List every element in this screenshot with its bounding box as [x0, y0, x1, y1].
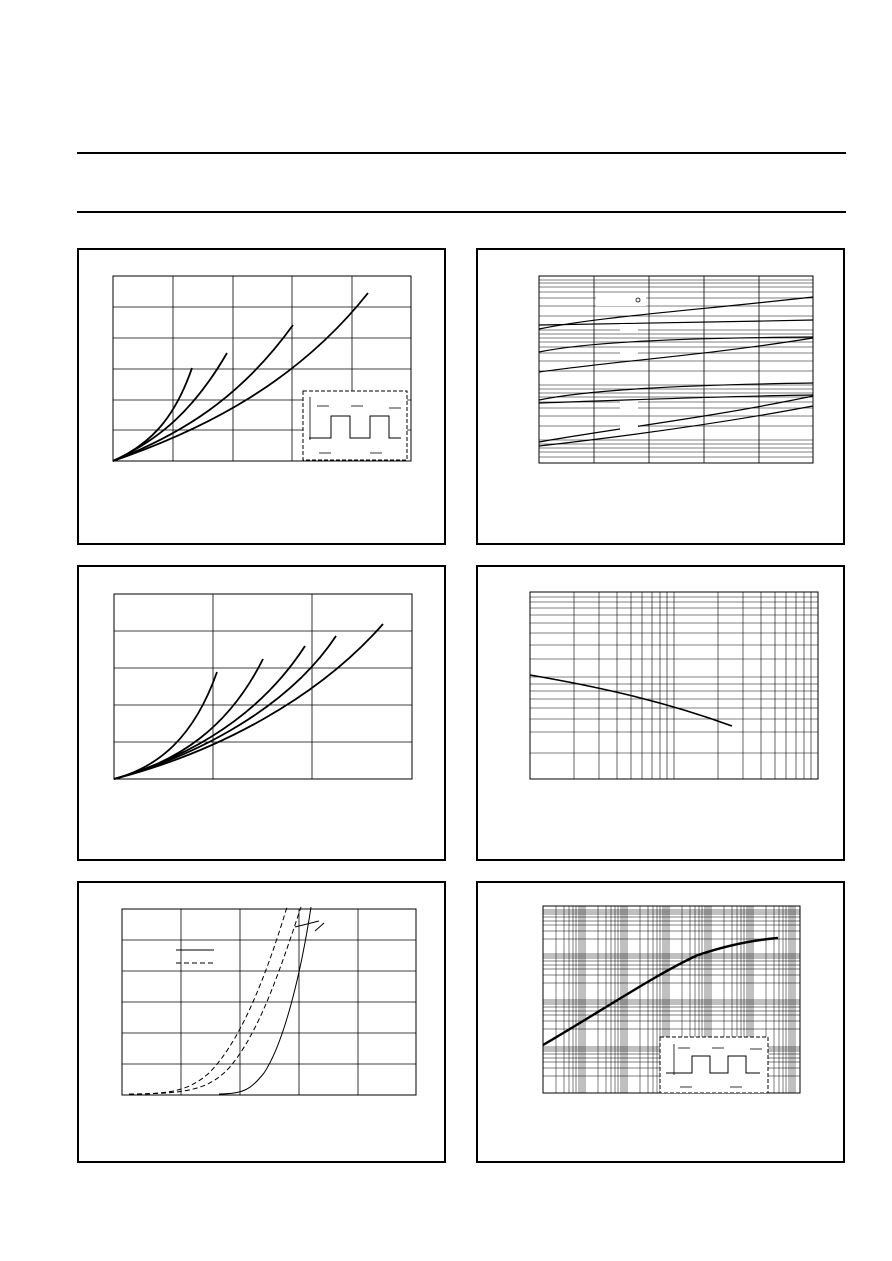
figure-1-chart — [79, 250, 444, 543]
figure-panel-1 — [77, 248, 446, 545]
figure-5-legend — [176, 950, 214, 963]
figure-panel-4 — [476, 565, 845, 861]
figure-3-chart — [79, 567, 444, 859]
figure-1-inset — [303, 391, 407, 460]
figure-panel-6 — [476, 881, 845, 1163]
figure-2-chart — [478, 250, 843, 543]
figure-panel-5 — [77, 881, 446, 1163]
figure-panel-2 — [476, 248, 845, 545]
figure-5-chart — [79, 883, 444, 1161]
figure-6-inset — [660, 1037, 768, 1093]
header-bottom-rule — [77, 211, 846, 213]
figure-panel-3 — [77, 565, 446, 861]
figure-4-chart — [478, 567, 843, 859]
header-top-rule — [77, 152, 846, 154]
figure-6-chart — [478, 883, 843, 1161]
